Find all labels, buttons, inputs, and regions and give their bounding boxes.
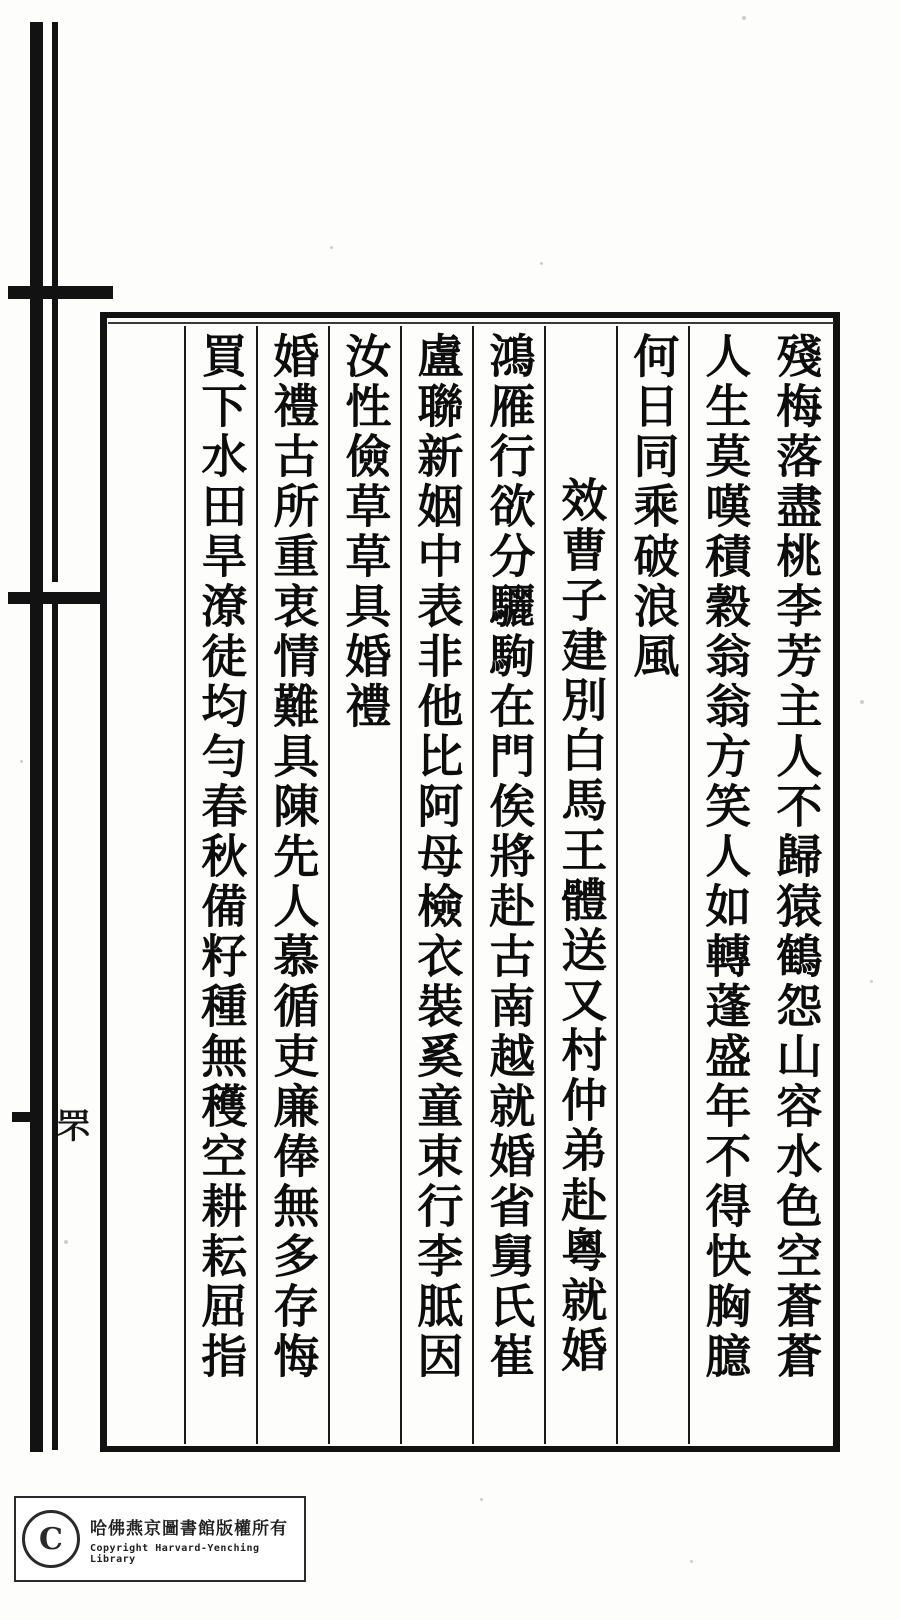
page-border-left-outer	[30, 22, 43, 1452]
page-border-left-inner-upper	[52, 22, 58, 582]
text-column-2	[688, 326, 760, 1444]
page-border-crossbar-lower	[12, 1112, 42, 1122]
column-text: 效曹子建別白馬王體送又村仲弟赴粵就婚	[554, 476, 609, 1376]
stamp-chinese-text: 哈佛燕京圖書館版權所有	[90, 1518, 288, 1539]
column-text: 人生莫嘆積穀翁翁方笑人如轉蓬盛年不得快胸臆	[698, 332, 753, 1382]
text-column-3	[616, 326, 688, 1444]
text-column-5	[472, 326, 544, 1444]
stamp-text-block	[90, 1514, 304, 1565]
library-copyright-stamp	[14, 1496, 306, 1582]
text-column-group	[110, 326, 832, 1446]
paper-speck	[540, 262, 543, 265]
paper-speck	[64, 1240, 68, 1244]
column-text: 汝性儉草草具婚禮	[338, 332, 393, 732]
paper-speck	[870, 980, 873, 983]
page-border-left-inner-lower	[52, 600, 58, 1450]
page-border-crossbar-top	[8, 286, 113, 299]
column-text: 盧聯新姻中表非他比阿母檢衣裝奚童束行李胝因	[410, 332, 465, 1382]
column-text: 何日同乘破浪風	[626, 332, 681, 682]
paper-speck	[480, 1498, 483, 1501]
text-frame-bottom-rule	[100, 1446, 840, 1452]
paper-speck	[20, 760, 23, 763]
paper-speck	[690, 1560, 693, 1563]
text-column-8	[256, 326, 328, 1444]
text-column-9	[184, 326, 256, 1444]
text-column-4	[544, 326, 616, 1444]
page-number: 罘	[50, 1108, 90, 1144]
text-frame-right-rule	[833, 312, 840, 1452]
text-column-6	[400, 326, 472, 1444]
paper-speck	[742, 16, 746, 20]
text-column-7	[328, 326, 400, 1444]
copyright-icon: C	[22, 1510, 80, 1568]
stamp-english-text: Copyright Harvard-Yenching Library	[90, 1542, 260, 1565]
paper-speck	[860, 700, 864, 704]
column-text: 婚禮古所重衷情難具陳先人慕循吏廉俸無多存悔	[266, 332, 321, 1382]
text-column-1	[760, 326, 832, 1444]
page-border-crossbar-middle	[8, 592, 103, 604]
text-frame-inner-top-rule	[108, 322, 834, 324]
column-text: 殘梅落盡桃李芳主人不歸猿鶴怨山容水色空蒼蒼	[769, 332, 824, 1382]
column-text: 買下水田旱潦徒均勻春秋備籽種無穫空耕耘屈指	[194, 332, 249, 1382]
paper-speck	[330, 246, 333, 249]
column-text: 鴻雁行欲分驪駒在門俟將赴古南越就婚省舅氏崔	[482, 332, 537, 1382]
